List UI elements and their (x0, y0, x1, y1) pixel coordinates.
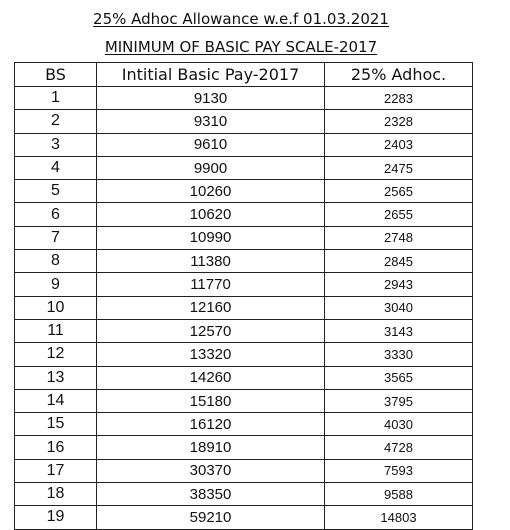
bs-cell: 17 (15, 459, 97, 482)
bs-cell: 15 (15, 413, 97, 436)
table-row (15, 483, 473, 506)
table-row (15, 250, 473, 273)
adhoc-cell: 3143 (325, 319, 473, 342)
column-header-basic-pay: Intitial Basic Pay-2017 (97, 63, 325, 87)
pay-scale-table (14, 62, 473, 530)
document-subtitle: MINIMUM OF BASIC PAY SCALE-2017 (104, 38, 378, 56)
bs-cell: 13 (15, 366, 97, 389)
basic-pay-cell: 18910 (97, 436, 325, 459)
bs-cell: 5 (15, 180, 97, 203)
basic-pay-cell: 59210 (97, 506, 325, 529)
basic-pay-cell: 10990 (97, 226, 325, 249)
table-row (15, 436, 473, 459)
table-row (15, 156, 473, 179)
basic-pay-cell: 38350 (97, 483, 325, 506)
adhoc-cell: 2943 (325, 273, 473, 296)
bs-cell: 4 (15, 156, 97, 179)
adhoc-cell: 3795 (325, 389, 473, 412)
basic-pay-cell: 12160 (97, 296, 325, 319)
table-row (15, 296, 473, 319)
basic-pay-cell: 11380 (97, 250, 325, 273)
table-row (15, 506, 473, 529)
basic-pay-cell: 9130 (97, 87, 325, 110)
adhoc-cell: 9588 (325, 483, 473, 506)
adhoc-cell: 2283 (325, 87, 473, 110)
basic-pay-cell: 9610 (97, 133, 325, 156)
basic-pay-cell: 9900 (97, 156, 325, 179)
bs-cell: 6 (15, 203, 97, 226)
bs-cell: 12 (15, 343, 97, 366)
basic-pay-cell: 14260 (97, 366, 325, 389)
bs-cell: 3 (15, 133, 97, 156)
adhoc-cell: 2403 (325, 133, 473, 156)
basic-pay-cell: 15180 (97, 389, 325, 412)
column-header-adhoc: 25% Adhoc. (325, 63, 473, 87)
basic-pay-cell: 10620 (97, 203, 325, 226)
table-row (15, 226, 473, 249)
table-row (15, 413, 473, 436)
table-row (15, 87, 473, 110)
bs-cell: 2 (15, 110, 97, 133)
bs-cell: 7 (15, 226, 97, 249)
adhoc-cell: 7593 (325, 459, 473, 482)
basic-pay-cell: 9310 (97, 110, 325, 133)
basic-pay-cell: 13320 (97, 343, 325, 366)
table-row (15, 133, 473, 156)
bs-cell: 8 (15, 250, 97, 273)
adhoc-cell: 4030 (325, 413, 473, 436)
adhoc-cell: 2565 (325, 180, 473, 203)
table-row (15, 343, 473, 366)
column-header-bs: BS (15, 63, 97, 87)
table-row (15, 273, 473, 296)
adhoc-cell: 2475 (325, 156, 473, 179)
adhoc-cell: 14803 (325, 506, 473, 529)
bs-cell: 19 (15, 506, 97, 529)
basic-pay-cell: 16120 (97, 413, 325, 436)
table-row (15, 459, 473, 482)
basic-pay-cell: 30370 (97, 459, 325, 482)
bs-cell: 11 (15, 319, 97, 342)
table-row (15, 180, 473, 203)
adhoc-cell: 2328 (325, 110, 473, 133)
table-header-row (15, 63, 473, 87)
bs-cell: 16 (15, 436, 97, 459)
table-body (15, 87, 473, 530)
adhoc-cell: 4728 (325, 436, 473, 459)
adhoc-cell: 3330 (325, 343, 473, 366)
bs-cell: 10 (15, 296, 97, 319)
adhoc-cell: 2748 (325, 226, 473, 249)
bs-cell: 9 (15, 273, 97, 296)
bs-cell: 1 (15, 87, 97, 110)
document-title: 25% Adhoc Allowance w.e.f 01.03.2021 (93, 10, 389, 28)
basic-pay-cell: 10260 (97, 180, 325, 203)
table-row (15, 319, 473, 342)
adhoc-cell: 2845 (325, 250, 473, 273)
bs-cell: 14 (15, 389, 97, 412)
adhoc-cell: 3565 (325, 366, 473, 389)
table-row (15, 203, 473, 226)
table-row (15, 389, 473, 412)
bs-cell: 18 (15, 483, 97, 506)
adhoc-cell: 3040 (325, 296, 473, 319)
adhoc-cell: 2655 (325, 203, 473, 226)
table-row (15, 366, 473, 389)
basic-pay-cell: 12570 (97, 319, 325, 342)
basic-pay-cell: 11770 (97, 273, 325, 296)
table-row (15, 110, 473, 133)
